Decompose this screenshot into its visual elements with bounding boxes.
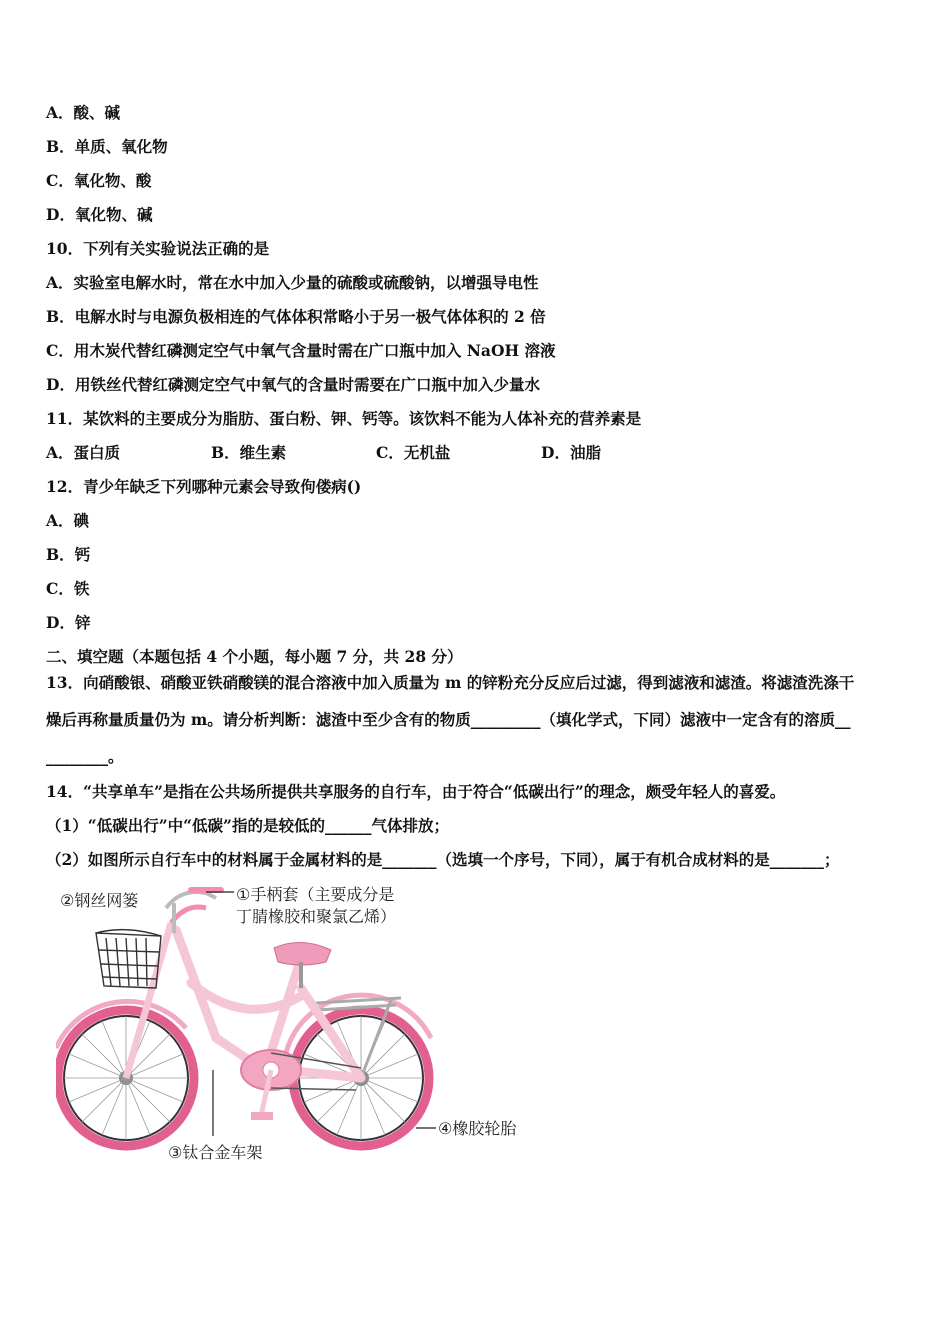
q10-stem: 10．下列有关实验说法正确的是 bbox=[46, 239, 270, 258]
saddle bbox=[274, 942, 331, 988]
q10-option-d: D．用铁丝代替红磷测定空气中氧气的含量时需要在广口瓶中加入少量水 bbox=[46, 375, 540, 394]
q12-stem: 12．青少年缺乏下列哪种元素会导致佝偻病() bbox=[46, 477, 362, 496]
q12-option-c: C．铁 bbox=[46, 579, 90, 598]
q11-stem: 11．某饮料的主要成分为脂肪、蛋白粉、钾、钙等。该饮料不能为人体补充的营养素是 bbox=[46, 409, 642, 428]
q12-option-d: D．锌 bbox=[46, 613, 91, 632]
q14-stem: 14．“共享单车”是指在公共场所提供共享服务的自行车，由于符合“低碳出行”的理念，颇受年轻人的喜爱。 bbox=[46, 782, 786, 801]
basket bbox=[96, 930, 161, 988]
q13-line-3: ________。 bbox=[46, 747, 124, 766]
q9-option-d: D．氧化物、碱 bbox=[46, 205, 153, 224]
q11-option-c: C．无机盐 bbox=[376, 443, 451, 462]
q13-line-1: 13．向硝酸银、硝酸亚铁硝酸镁的混合溶液中加入质量为 m 的锌粉充分反应后过滤，得到滤液和滤渣。将滤渣洗涤干 bbox=[46, 673, 855, 692]
q11-options bbox=[46, 443, 601, 463]
bicycle-figure bbox=[56, 878, 536, 1168]
q12-option-b: B．钙 bbox=[46, 545, 91, 564]
q13-line-2: 燥后再称量质量仍为 m。请分析判断：滤渣中至少含有的物质_________（填化学式，下同）滤液中一定含有的溶质__ bbox=[46, 710, 851, 729]
label-rubber-tire: ④橡胶轮胎 bbox=[438, 1119, 517, 1138]
q11-option-a: A．蛋白质 bbox=[46, 443, 121, 462]
handlebar bbox=[166, 890, 221, 933]
q11-option-d: D．油脂 bbox=[541, 443, 601, 462]
q14-sub-1: （1）“低碳出行”中“低碳”指的是较低的______气体排放； bbox=[46, 816, 449, 835]
q10-option-a: A．实验室电解水时，常在水中加入少量的硫酸或硫酸钠，以增强导电性 bbox=[46, 273, 539, 292]
q10-option-c: C．用木炭代替红磷测定空气中氧气含量时需在广口瓶中加入 NaOH 溶液 bbox=[46, 341, 556, 360]
label-titanium-frame: ③钛合金车架 bbox=[168, 1143, 263, 1162]
q9-option-c: C．氧化物、酸 bbox=[46, 171, 152, 190]
q9-option-a: A．酸、碱 bbox=[46, 103, 121, 122]
q11-option-b: B．维生素 bbox=[211, 443, 287, 462]
label-handle-grip-line1: ①手柄套（主要成分是 bbox=[236, 885, 395, 904]
q9-option-b: B．单质、氧化物 bbox=[46, 137, 168, 156]
section-heading: 二、填空题（本题包括 4 个小题，每小题 7 分，共 28 分） bbox=[46, 647, 463, 666]
q10-option-b: B．电解水时与电源负极相连的气体体积常略小于另一极气体体积的 2 倍 bbox=[46, 307, 546, 326]
label-steel-basket: ②钢丝网篓 bbox=[60, 891, 139, 910]
q14-sub-2: （2）如图所示自行车中的材料属于金属材料的是_______（选填一个序号，下同），属于有机合成材料的是_______； bbox=[46, 850, 840, 869]
label-handle-grip-line2: 丁腈橡胶和聚氯乙烯） bbox=[236, 907, 397, 926]
q12-option-a: A．碘 bbox=[46, 511, 90, 530]
